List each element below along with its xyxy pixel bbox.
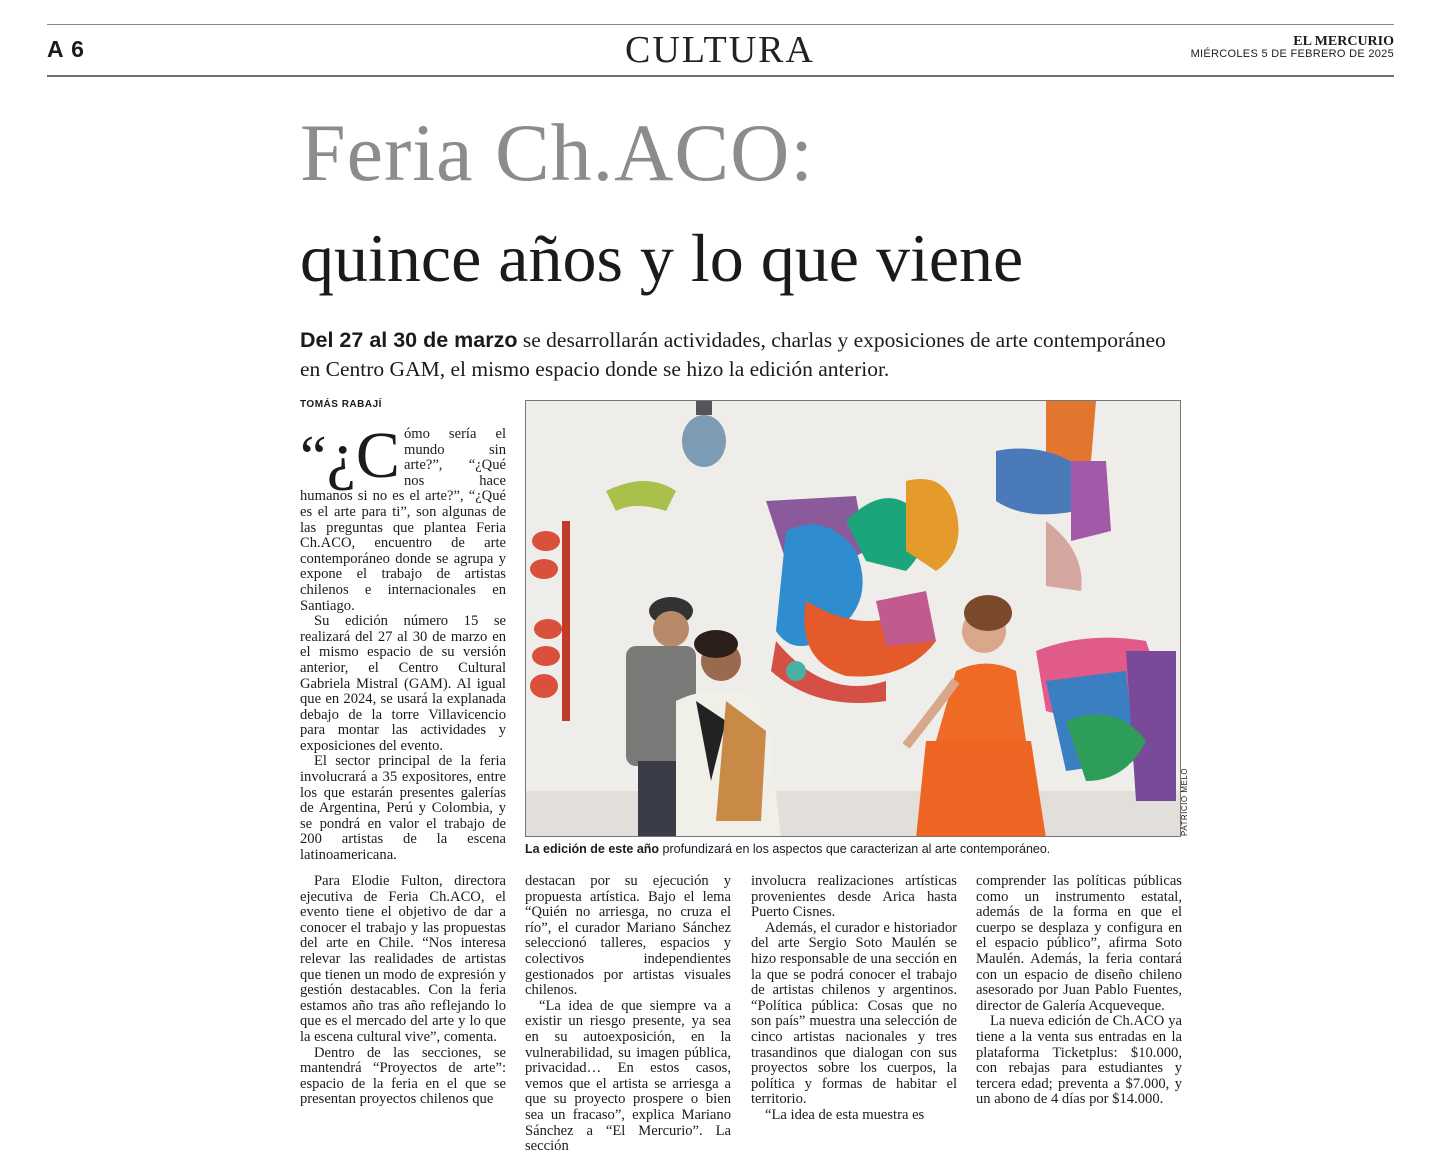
page-number: A 6 (47, 36, 85, 62)
deck (300, 326, 1180, 384)
issue-date: MIÉRCOLES 5 DE FEBRERO DE 2025 (1190, 48, 1394, 60)
gallery-scene-illustration (526, 401, 1181, 837)
newspaper-name: EL MERCURIO (1293, 34, 1394, 49)
byline: TOMÁS RABAJÍ (300, 399, 382, 410)
paragraph-6: destacan por su ejecución y propuesta artística. Bajo el lema “Quién no arriesga, no cruza el río”, el curador Mariano Sánchez seleccionó talleres, espacios y colectivos independientes gestionados por artistas visuales chilenos. (525, 873, 731, 999)
paragraph-3: El sector principal de la feria involucrará a 35 expositores, entre los que estarán presentes galerías de Argentina, Perú y Colombia, y se pondrá en valor el trabajo de 200 artistas de la escena latinoamericana. (300, 753, 506, 864)
headline-line-2: quince años y lo que viene (300, 220, 1024, 296)
masthead-top-rule (47, 24, 1394, 25)
paragraph-1: “¿C ómo sería el mundo sin arte?”, “¿Qué nos hace humanos si no es el arte?”, “¿Qué es el arte para ti”, son algunas de las preguntas que plantea Feria Ch.ACO, encuentro de arte contemporáneo donde se agrupa y expone el trabajo de artistas chilenos e internacionales en Santiago. (300, 419, 506, 614)
deck-rest: se desarrollarán actividades, charlas y exposiciones de arte contemporáneo en Centro GAM, el mismo espacio donde se hizo la edición anterior. (300, 328, 1166, 381)
body-column-2 (525, 874, 731, 1155)
deck-lead: Del 27 al 30 de marzo (300, 328, 518, 352)
section-title: CULTURA (625, 29, 815, 71)
paragraph-9: Además, el curador e historiador del arte Sergio Soto Maulén se hizo responsable de una sección en la que se podrá conocer el trabajo de artistas chilenos y argentinos. “Política pública: Cosas que no son país” muestra una selección de cinco artistas nacionales y tres trasandinos que dialogan con sus proyectos sobre los cuerpos, la política y formas de habitar el territorio. (751, 919, 957, 1108)
photo-credit: PATRICIO MELO (1180, 768, 1189, 836)
caption-lead: La edición de este año (525, 842, 660, 856)
body-column-3 (751, 874, 957, 1124)
body-column-4 (976, 874, 1182, 1108)
article-photo (525, 400, 1181, 837)
photo-caption (525, 842, 1185, 856)
paragraph-11: comprender las políticas públicas como un instrumento estatal, además de la forma en que el cuerpo se desplaza y configura en el espacio público”, afirma Soto Maulén. Además, la feria contará con un espacio de diseño chileno asesorado por Juan Pablo Fuentes, director de Galería Acqueveque. (976, 873, 1182, 1014)
caption-rest: profundizará en los aspectos que caracterizan al arte contemporáneo. (659, 842, 1051, 856)
body-column-1 (300, 419, 506, 864)
paragraph-12: La nueva edición de Ch.ACO ya tiene a la venta sus entradas en la plataforma Ticketplus: $10.000, con rebajas para estudiantes y tercera edad; preventa a $7.000, y un abono de 4 días por $14.000. (976, 1013, 1182, 1108)
drop-cap: “¿C (300, 419, 400, 492)
paragraph-5: Dentro de las secciones, se mantendrá “Proyectos de arte”: espacio de la feria en el que se presentan proyectos chilenos que (300, 1044, 506, 1108)
paragraph-4: Para Elodie Fulton, directora ejecutiva de Feria Ch.ACO, el evento tiene el objetivo de dar a conocer el trabajo y las propuestas del arte en Chile. “Nos interesa relevar las realidades de artistas que tienen un modo de expresión y gestión destacables. Con la feria estamos año tras año reflejando lo que es el mercado del arte y lo que la escena cultural vive”, comenta. (300, 873, 506, 1045)
paragraph-2: Su edición número 15 se realizará del 27 al 30 de marzo en el mismo espacio de su versión anterior, el Centro Cultural Gabriela Mistral (GAM). Al igual que en 2024, se usará la explanada debajo de la torre Villavicencio para montar las actividades y exposiciones del evento. (300, 613, 506, 754)
paragraph-8: involucra realizaciones artísticas provenientes desde Arica hasta Puerto Cisnes. (751, 873, 957, 921)
headline-line-1: Feria Ch.ACO: (300, 107, 815, 198)
body-column-1-lower (300, 874, 506, 1108)
paragraph-10: “La idea de esta muestra es (765, 1106, 925, 1123)
masthead-bottom-rule (47, 75, 1394, 77)
paragraph-7: “La idea de que siempre va a existir un riesgo presente, ya sea en su autoexposición, en la vulnerabilidad, su imagen pública, privacidad… En estos casos, vemos que el artista se arriesga a que su proyecto prospere o bien sea un fracaso”, explica Mariano Sánchez a “El Mercurio”. La sección (525, 997, 731, 1155)
